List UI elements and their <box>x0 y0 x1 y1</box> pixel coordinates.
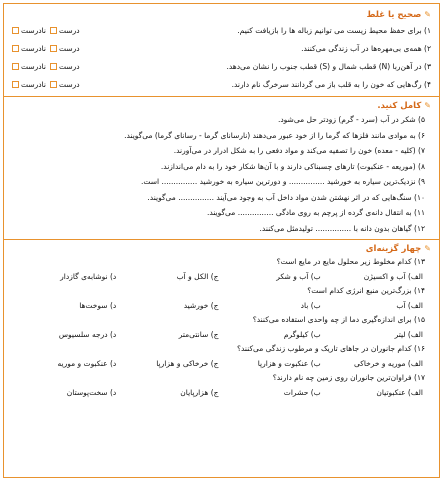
fill-item: ۱۲) گیاهان بدون دانه با ............... تولیدمثل می‌کنند. <box>259 223 425 233</box>
false-label: نادرست <box>21 43 46 53</box>
mc-title: چهار گزینه‌ای <box>365 243 422 254</box>
fill-item: ۱۰) سنگ‌هایی که در اثر نهشتن شدن مواد داخل آب به وجود می‌آیند ............... می‌گویند. <box>147 192 425 202</box>
false-option[interactable] <box>12 62 46 71</box>
choice-option[interactable]: د) نوشابه‌ی گازدار <box>60 272 117 281</box>
choice-option[interactable]: ج) هزارپایان <box>180 388 219 397</box>
false-checkbox[interactable] <box>12 81 19 88</box>
false-label: نادرست <box>21 25 46 35</box>
statement-text: ۳) در آهن‌ربا (N) قطب شمال و (S) قطب جنوب را نشان می‌دهد. <box>226 61 431 71</box>
true-label: درست <box>58 43 80 53</box>
choice-option[interactable]: د) سوخت‌ها <box>79 301 117 310</box>
choice-option[interactable]: الف) آب و اکسیژن <box>363 272 423 281</box>
true-false-row <box>12 75 431 93</box>
choices-row <box>12 356 425 371</box>
answer-options <box>12 26 80 35</box>
choice-option[interactable]: ج) خورشید <box>183 301 219 310</box>
section-divider <box>4 239 439 240</box>
false-option[interactable] <box>12 80 46 89</box>
true-option[interactable] <box>50 80 80 89</box>
section-title <box>12 242 431 255</box>
fill-title: کامل کنید. <box>377 100 422 111</box>
question-text: ۱۷) فراوان‌ترین جانوران روی زمین چه نام دارند؟ <box>272 373 425 382</box>
true-option[interactable] <box>50 44 80 53</box>
multiple-choice-section <box>4 242 439 400</box>
true-option[interactable] <box>50 26 80 35</box>
section-marker-icon: ✎ <box>424 10 431 19</box>
true-checkbox[interactable] <box>50 63 57 70</box>
choice-option[interactable]: ب) حشرات <box>283 388 321 397</box>
question-text: ۱۳) کدام مخلوط زیر محلول مایع در مایع است؟ <box>276 257 425 266</box>
fill-item: ۸) (موریعه - عنکبوت) تارهای چسبناکی دارند و با آن‌ها شکار خود را به دام می‌اندازند. <box>160 161 425 171</box>
choice-option[interactable]: ج) الکل و آب <box>176 272 219 281</box>
false-checkbox[interactable] <box>12 63 19 70</box>
section-marker-icon: ✎ <box>424 244 431 253</box>
choice-option[interactable]: د) درجه سلسیوس <box>58 330 117 339</box>
question-text: ۱۶) کدام جانوران در جاهای تاریک و مرطوب زندگی می‌کنند؟ <box>237 344 425 353</box>
true-false-section <box>4 4 439 93</box>
choice-option[interactable]: الف) موریه و خرخاکی <box>354 359 423 368</box>
choice-option[interactable]: الف) عنکبوتیان <box>376 388 423 397</box>
answer-options <box>12 62 80 71</box>
statement-text: ۲) همه‌ی بی‌مهره‌ها در آب زندگی می‌کنند. <box>301 43 431 53</box>
choice-option[interactable]: ب) آب و شکر <box>276 272 321 281</box>
fill-item: ۷) (کلیه - معده) خون را تصفیه می‌کند و مواد دفعی را به شکل ادرار در می‌آورند. <box>173 146 425 155</box>
fill-item: ۹) نزدیک‌ترین سیاره به خورشید ............... و دورترین سیاره به خورشید ............... است. <box>140 177 425 186</box>
choice-option[interactable]: ج) خرخاکی و هزارپا <box>156 359 219 368</box>
statement-text: ۱) برای حفظ محیط زیست می توانیم زباله ها را بازیافت کنیم. <box>237 25 431 35</box>
choice-option[interactable]: ب) عنکبوت و هزارپا <box>257 359 321 368</box>
choice-option[interactable]: ج) سانتی‌متر <box>178 330 219 339</box>
true-false-title: صحیح یا غلط <box>366 9 422 20</box>
choice-option[interactable]: د) سخت‌پوستان <box>66 388 117 397</box>
choice-option[interactable]: د) عنکبوت و موریه <box>57 359 117 368</box>
section-divider <box>4 96 439 97</box>
choices-row <box>12 269 425 284</box>
false-label: نادرست <box>21 79 46 89</box>
true-false-row <box>12 21 431 39</box>
fill-item: ۱۱) به انتقال دانه‌ی گرده از پرچم به روی مادگی ............... می‌گویند. <box>206 208 425 217</box>
false-label: نادرست <box>21 61 46 71</box>
choices-row <box>12 385 425 400</box>
choice-option[interactable]: ب) کیلوگرم <box>283 330 321 339</box>
answer-options <box>12 80 80 89</box>
statement-text: ۴) رگ‌هایی که خون را به قلب باز می گردانند سرخرگ نام دارند. <box>231 79 431 89</box>
false-option[interactable] <box>12 26 46 35</box>
fill-item: ۵) شکر در آب (سرد - گرم) زودتر حل می‌شود. <box>277 115 425 124</box>
true-label: درست <box>58 61 80 71</box>
choices-row <box>12 298 425 313</box>
true-false-row <box>12 57 431 75</box>
false-checkbox[interactable] <box>12 45 19 52</box>
true-option[interactable] <box>50 62 80 71</box>
section-title <box>12 8 431 21</box>
fill-section <box>4 99 439 236</box>
question-text: ۱۵) برای اندازه‌گیری دما از چه واحدی استفاده می‌کنند؟ <box>252 315 425 324</box>
choice-option[interactable]: الف) لیتر <box>394 330 423 339</box>
false-checkbox[interactable] <box>12 27 19 34</box>
false-option[interactable] <box>12 44 46 53</box>
question-text: ۱۴) بزرگ‌ترین منبع انرژی کدام است؟ <box>307 286 425 295</box>
choice-option[interactable]: الف) آب <box>396 301 423 310</box>
choices-row <box>12 327 425 342</box>
true-checkbox[interactable] <box>50 27 57 34</box>
answer-options <box>12 44 80 53</box>
true-label: درست <box>58 25 80 35</box>
true-label: درست <box>58 79 80 89</box>
true-checkbox[interactable] <box>50 45 57 52</box>
section-title <box>12 99 431 112</box>
choice-option[interactable]: ب) باد <box>300 301 321 310</box>
worksheet <box>3 3 440 478</box>
section-marker-icon: ✎ <box>424 101 431 110</box>
fill-item: ۶) به موادی مانند فلزها که گرما را از خود عبور می‌دهند (نارسانای گرما - رسانای گرما) می‌گویند. <box>124 130 425 140</box>
true-false-row <box>12 39 431 57</box>
true-checkbox[interactable] <box>50 81 57 88</box>
